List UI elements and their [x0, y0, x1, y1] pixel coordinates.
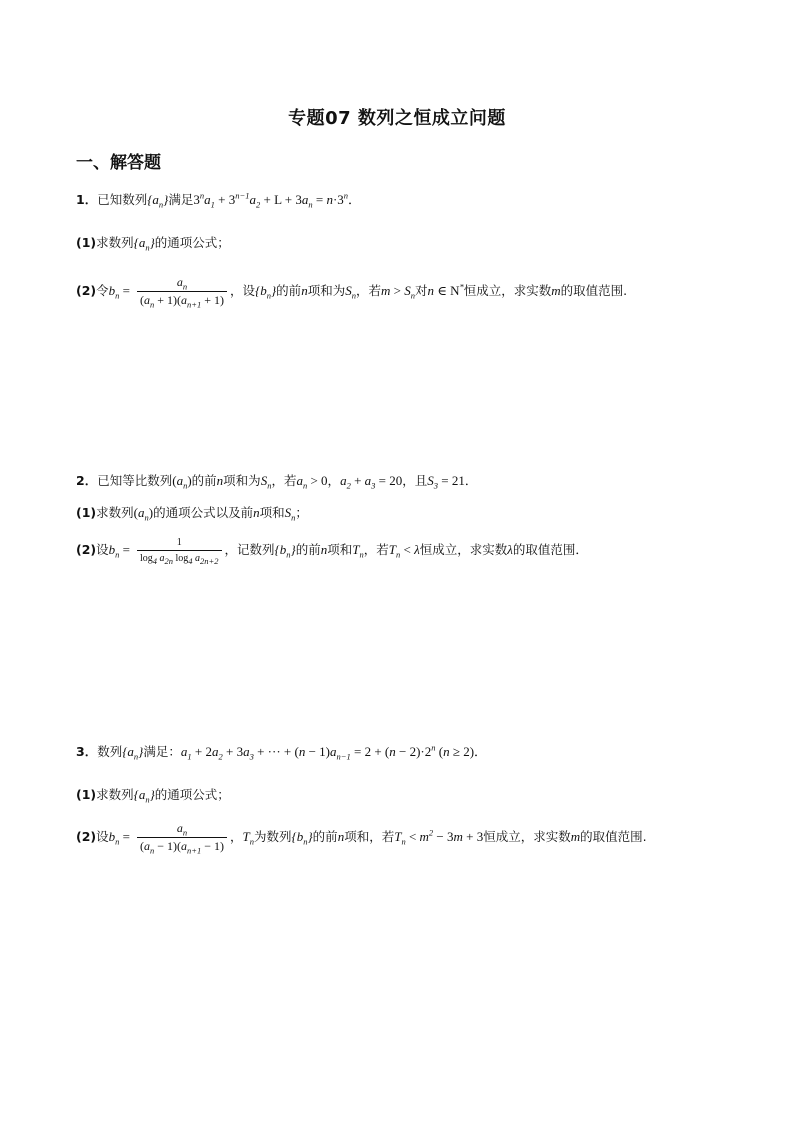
problem-2-part-1: (1)求数列$(a_n)$的通项公式以及前n项和$S_n$；: [76, 505, 308, 523]
problem-1-part-2: (2)令$b_n$ = $\frac{a_n}{(a_n + 1)(a_{n+1} + 1)}$ ，设$\{b_n\}$的前n项和为$S_n$，若$m > S_n$对n ∈ N*恒成立，求实数m的取值范围.: [76, 275, 628, 310]
problem-3-number: 3．: [76, 744, 98, 759]
problem-3-part-2: (2)设$b_n$ = $\frac{a_n}{(a_n - 1)(a_{n+1} - 1)}$ ，$T_n$为数列$\{b_n\}$的前n项和，若$T_n < m^2 - 3m + 3$恒成立，求实数m的取值范围.: [76, 821, 647, 856]
problem-2-fraction: $\frac{1}{\log_4 a_{2n} \log_4 a_{2n+2}}$: [137, 536, 222, 565]
problem-1-number: 1．: [76, 192, 98, 207]
problem-1-stem-prefix: 已知数列: [97, 192, 148, 207]
page-title: 专题07 数列之恒成立问题: [288, 108, 506, 129]
problem-3-fraction: $\frac{a_n}{(a_n - 1)(a_{n+1} - 1)}$: [137, 821, 227, 854]
problem-1-fraction: $\frac{a_n}{(a_n + 1)(a_{n+1} + 1)}$: [137, 275, 227, 308]
problem-2-stem: 2．已知等比数列$(a_n)$的前n项和为$S_n$，若$a_n > 0$，$a_2 + a_3 = 20$，且$S_3 = 21$．: [76, 473, 478, 491]
problem-3-part-1: (1)求数列$\{a_n\}$的通项公式；: [76, 787, 230, 805]
problem-3-stem: 3．数列$\{a_n\}$满足：$a_1 + 2a_2 + 3a_3$ + ··· + $(n - 1)a_{n-1} = 2 + (n - 2)\cdot 2^n$ (n ≥ 2)．: [76, 742, 488, 762]
problem-1-stem: 1．已知数列$\{a_n\}$满足$3^na_1 + 3^{n-1}a_2 + L + 3a_n = n\cdot 3^n$．: [76, 190, 362, 210]
problem-1-part-1: (1)求数列$\{a_n\}$的通项公式；: [76, 235, 230, 253]
problem-2-number: 2．: [76, 473, 98, 488]
problem-2-part-2: (2)设$b_n$ = $\frac{1}{\log_4 a_{2n} \log_4 a_{2n+2}}$ ，记数列$\{b_n\}$的前n项和$T_n$，若$T_n < \lambda$恒成立，求实数λ的取值范围．: [76, 537, 588, 566]
problem-1-stem-mid: 满足: [168, 192, 194, 207]
section-heading: 一、解答题: [76, 153, 161, 173]
